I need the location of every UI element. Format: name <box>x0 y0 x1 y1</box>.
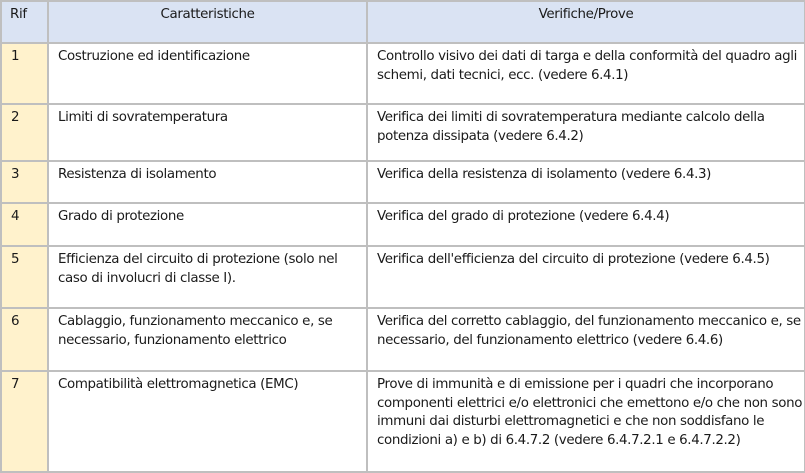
cell-rif: 5 <box>1 246 48 308</box>
cell-caratteristica: Resistenza di isolamento <box>48 161 367 203</box>
cell-caratteristica: Cablaggio, funzionamento meccanico e, se necessario, funzionamento elettrico <box>48 308 367 371</box>
table-row <box>1 308 805 371</box>
table-row <box>1 246 805 308</box>
cell-rif: 3 <box>1 161 48 203</box>
cell-rif: 7 <box>1 371 48 472</box>
cell-verifica: Verifica dei limiti di sovratemperatura mediante calcolo della potenza dissipata (vedere 6.4.2) <box>367 104 805 161</box>
table-header-row <box>1 1 805 43</box>
cell-rif: 6 <box>1 308 48 371</box>
cell-rif: 2 <box>1 104 48 161</box>
cell-verifica: Verifica della resistenza di isolamento (vedere 6.4.3) <box>367 161 805 203</box>
cell-verifica: Verifica del grado di protezione (vedere 6.4.4) <box>367 203 805 246</box>
cell-rif: 1 <box>1 43 48 104</box>
cell-caratteristica: Grado di protezione <box>48 203 367 246</box>
table-row <box>1 161 805 203</box>
cell-verifica: Verifica del corretto cablaggio, del funzionamento meccanico e, se necessario, del funzionamento elettrico (vedere 6.4.6) <box>367 308 805 371</box>
header-caratteristiche: Caratteristiche <box>48 1 367 43</box>
header-verifiche: Verifiche/Prove <box>367 1 805 43</box>
table-row <box>1 203 805 246</box>
cell-verifica: Prove di immunità e di emissione per i quadri che incorporano componenti elettrici e/o elettronici che emettono e/o che non sono immuni dai disturbi elettromagnetici e che non soddisfano le condizioni a) e b) di 6.4.7.2 (vedere 6.4.7.2.1 e 6.4.7.2.2) <box>367 371 805 472</box>
cell-caratteristica: Efficienza del circuito di protezione (solo nel caso di involucri di classe I). <box>48 246 367 308</box>
cell-caratteristica: Compatibilità elettromagnetica (EMC) <box>48 371 367 472</box>
table-row <box>1 104 805 161</box>
cell-verifica: Verifica dell'efficienza del circuito di protezione (vedere 6.4.5) <box>367 246 805 308</box>
table-row <box>1 43 805 104</box>
cell-caratteristica: Limiti di sovratemperatura <box>48 104 367 161</box>
table-row <box>1 371 805 472</box>
header-rif: Rif <box>1 1 48 43</box>
cell-rif: 4 <box>1 203 48 246</box>
cell-caratteristica: Costruzione ed identificazione <box>48 43 367 104</box>
cell-verifica: Controllo visivo dei dati di targa e della conformità del quadro agli schemi, dati tecnici, ecc. (vedere 6.4.1) <box>367 43 805 104</box>
